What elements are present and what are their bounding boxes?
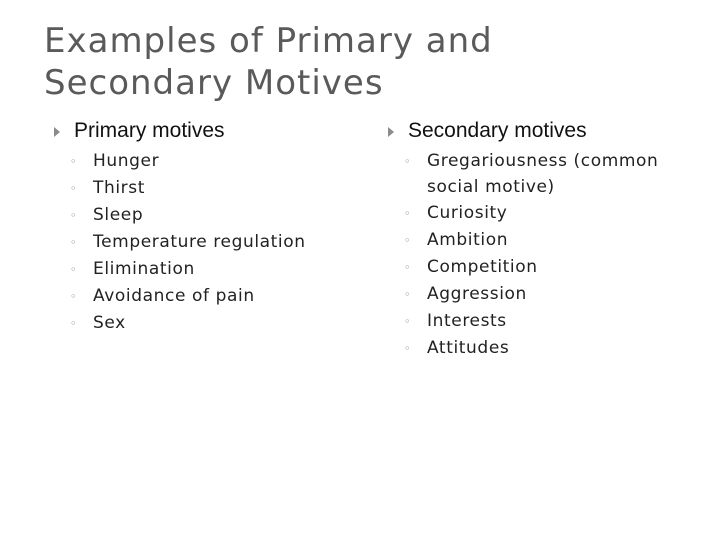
list-item: ◦ Sex: [50, 310, 360, 337]
primary-motives-column: [50, 116, 360, 337]
list-item: ◦ Elimination: [50, 256, 360, 283]
list-item: ◦ Aggression: [384, 281, 704, 308]
list-item: ◦ Temperature regulation: [50, 229, 360, 256]
hollow-circle-icon: ◦: [404, 261, 412, 274]
list-item: ◦ Attitudes: [384, 335, 704, 362]
hollow-circle-icon: ◦: [404, 234, 412, 247]
primary-motives-heading-label: Primary motives: [74, 119, 225, 142]
list-item: ◦ Avoidance of pain: [50, 283, 360, 310]
hollow-circle-icon: ◦: [404, 288, 412, 301]
list-item: ◦ Ambition: [384, 227, 704, 254]
hollow-circle-icon: ◦: [70, 209, 78, 222]
hollow-circle-icon: ◦: [70, 182, 78, 195]
hollow-circle-icon: ◦: [404, 207, 412, 220]
list-item: ◦ Sleep: [50, 202, 360, 229]
list-item: ◦ Competition: [384, 254, 704, 281]
triangle-right-icon: [388, 127, 394, 137]
list-item: ◦ Curiosity: [384, 200, 704, 227]
list-item: ◦ Gregariousness (common social motive): [384, 148, 704, 200]
hollow-circle-icon: ◦: [404, 155, 412, 168]
list-item: ◦ Thirst: [50, 175, 360, 202]
primary-motives-list: [50, 148, 360, 337]
hollow-circle-icon: ◦: [70, 236, 78, 249]
list-item: ◦ Hunger: [50, 148, 360, 175]
secondary-motives-column: [384, 116, 704, 362]
secondary-motives-list: [384, 148, 704, 362]
secondary-motives-heading-label: Secondary motives: [408, 119, 587, 142]
triangle-right-icon: [54, 127, 60, 137]
secondary-motives-heading: [384, 116, 704, 146]
hollow-circle-icon: ◦: [70, 317, 78, 330]
slide-title: Examples of Primary and Secondary Motives: [44, 21, 493, 103]
hollow-circle-icon: ◦: [404, 315, 412, 328]
hollow-circle-icon: ◦: [404, 342, 412, 355]
hollow-circle-icon: ◦: [70, 155, 78, 168]
hollow-circle-icon: ◦: [70, 263, 78, 276]
primary-motives-heading: [50, 116, 360, 146]
hollow-circle-icon: ◦: [70, 290, 78, 303]
list-item: ◦ Interests: [384, 308, 704, 335]
